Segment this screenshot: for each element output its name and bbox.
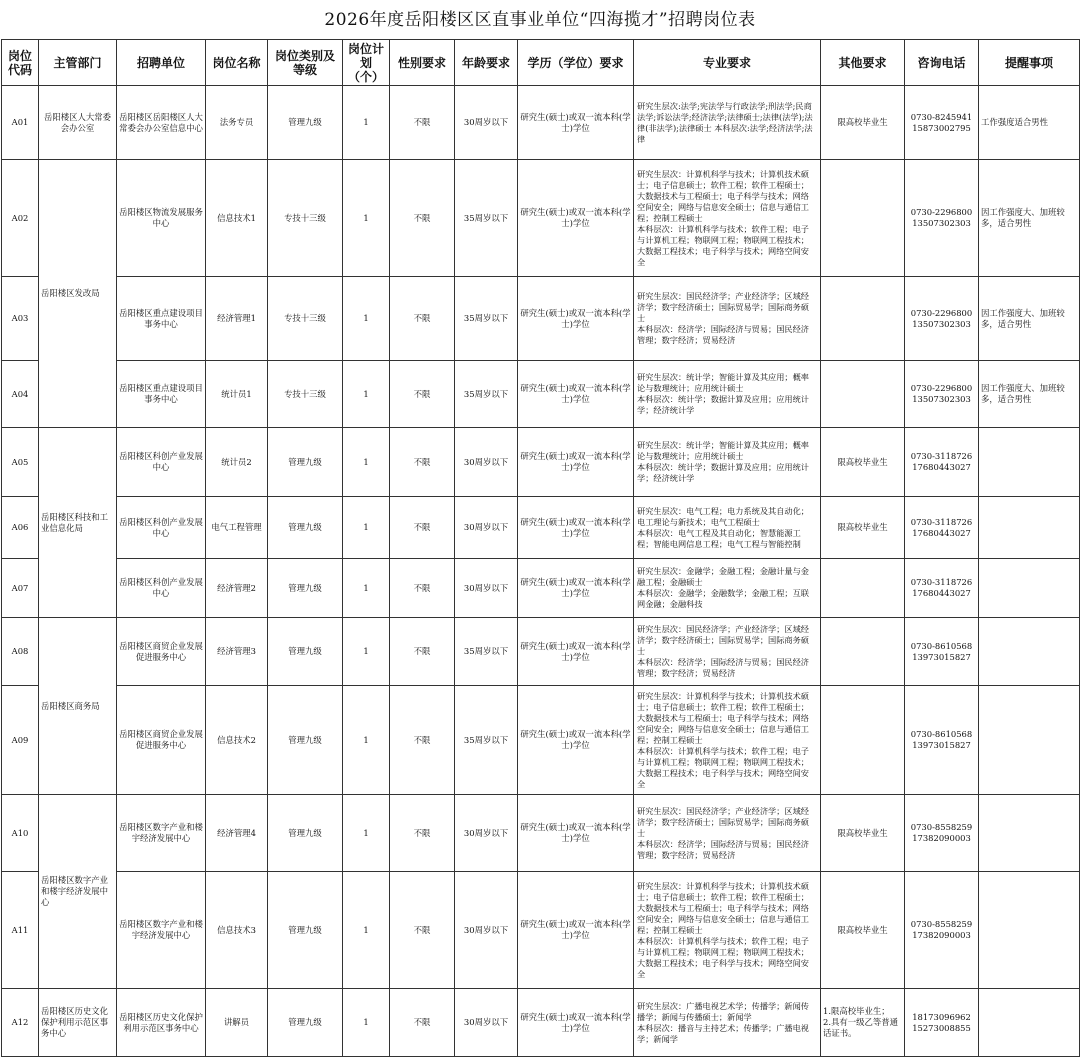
major-req: 研究生层次：金融学；金融工程；金融计量与金融工程；金融硕士 本科层次：金融学；金融数学；金融工程；互联网金融；金融科技 bbox=[634, 559, 821, 618]
table-row bbox=[2, 277, 1080, 361]
table-row bbox=[2, 872, 1080, 989]
gender-req: 不限 bbox=[390, 872, 455, 989]
phone: 18173096962 15273008855 bbox=[905, 989, 979, 1057]
dept-cell: 岳阳楼区发改局 bbox=[39, 160, 117, 428]
header-major: 专业要求 bbox=[634, 40, 821, 86]
major-req: 研究生层次：国民经济学；产业经济学；区域经济学；数字经济硕士；国际贸易学；国际商务硕士 本科层次：经济学；国际经济与贸易；国民经济管理；数字经济；贸易经济 bbox=[634, 795, 821, 872]
post-plan: 1 bbox=[343, 86, 390, 160]
major-req: 研究生层次：计算机科学与技术；计算机技术硕士；电子信息硕士；软件工程；软件工程硕士；大数据技术与工程硕士；电子科学与技术；网络空间安全；网络与信息安全硕士；信息与通信工程；控制工程硕士 本科层次：计算机科学与技术；软件工程；电子与计算机工程；物联网工程；物联网工程技术；大数据工程技术；电子科学与技术；网络空间安全 bbox=[634, 872, 821, 989]
major-req: 研究生层次：电气工程；电力系统及其自动化；电工理论与新技术；电气工程硕士 本科层次：电气工程及其自动化；智慧能源工程；智能电网信息工程；电气工程与智能控制 bbox=[634, 497, 821, 559]
unit-cell: 岳阳楼区物流发展服务中心 bbox=[117, 160, 206, 277]
post-category: 专技十三级 bbox=[268, 277, 343, 361]
header-note: 提醒事项 bbox=[979, 40, 1080, 86]
post-code: A05 bbox=[2, 428, 39, 497]
note bbox=[979, 686, 1080, 795]
post-category: 管理九级 bbox=[268, 686, 343, 795]
edu-req: 研究生(硕士)或双一流本科(学士)学位 bbox=[518, 618, 634, 686]
unit-cell: 岳阳楼区数字产业和楼宇经济发展中心 bbox=[117, 795, 206, 872]
unit-cell: 岳阳楼区商贸企业发展促进服务中心 bbox=[117, 686, 206, 795]
gender-req: 不限 bbox=[390, 559, 455, 618]
phone: 0730-2296800 13507302303 bbox=[905, 361, 979, 428]
note bbox=[979, 795, 1080, 872]
note bbox=[979, 559, 1080, 618]
header-edu: 学历（学位）要求 bbox=[518, 40, 634, 86]
phone: 0730-3118726 17680443027 bbox=[905, 559, 979, 618]
note bbox=[979, 989, 1080, 1057]
page-title: 2026年度岳阳楼区区直事业单位“四海揽才”招聘岗位表 bbox=[324, 10, 756, 30]
other-req: 限高校毕业生 bbox=[821, 86, 905, 160]
gender-req: 不限 bbox=[390, 277, 455, 361]
post-name: 经济管理2 bbox=[206, 559, 268, 618]
edu-req: 研究生(硕士)或双一流本科(学士)学位 bbox=[518, 277, 634, 361]
gender-req: 不限 bbox=[390, 795, 455, 872]
phone: 0730-2296800 13507302303 bbox=[905, 160, 979, 277]
post-code: A06 bbox=[2, 497, 39, 559]
post-name: 经济管理1 bbox=[206, 277, 268, 361]
age-req: 35周岁以下 bbox=[455, 160, 518, 277]
other-req bbox=[821, 618, 905, 686]
post-name: 经济管理3 bbox=[206, 618, 268, 686]
age-req: 30周岁以下 bbox=[455, 428, 518, 497]
phone: 0730-8245941 15873002795 bbox=[905, 86, 979, 160]
post-category: 管理九级 bbox=[268, 872, 343, 989]
phone: 0730-3118726 17680443027 bbox=[905, 497, 979, 559]
post-code: A10 bbox=[2, 795, 39, 872]
gender-req: 不限 bbox=[390, 86, 455, 160]
header-gender: 性别要求 bbox=[390, 40, 455, 86]
post-name: 信息技术3 bbox=[206, 872, 268, 989]
post-plan: 1 bbox=[343, 277, 390, 361]
header-other: 其他要求 bbox=[821, 40, 905, 86]
table-row bbox=[2, 795, 1080, 872]
post-name: 信息技术2 bbox=[206, 686, 268, 795]
post-code: A09 bbox=[2, 686, 39, 795]
age-req: 30周岁以下 bbox=[455, 497, 518, 559]
post-category: 管理九级 bbox=[268, 497, 343, 559]
gender-req: 不限 bbox=[390, 989, 455, 1057]
other-req: 1.限高校毕业生； 2.具有一级乙等普通话证书。 bbox=[821, 989, 905, 1057]
recruitment-table bbox=[1, 39, 1080, 1057]
note bbox=[979, 428, 1080, 497]
other-req: 限高校毕业生 bbox=[821, 795, 905, 872]
post-name: 统计员2 bbox=[206, 428, 268, 497]
edu-req: 研究生(硕士)或双一流本科(学士)学位 bbox=[518, 428, 634, 497]
header-name: 岗位名称 bbox=[206, 40, 268, 86]
unit-cell: 岳阳楼区科创产业发展中心 bbox=[117, 497, 206, 559]
post-plan: 1 bbox=[343, 428, 390, 497]
header-dept: 主管部门 bbox=[39, 40, 117, 86]
header-age: 年龄要求 bbox=[455, 40, 518, 86]
phone: 0730-8610568 13973015827 bbox=[905, 686, 979, 795]
gender-req: 不限 bbox=[390, 497, 455, 559]
post-category: 管理九级 bbox=[268, 559, 343, 618]
unit-cell: 岳阳楼区科创产业发展中心 bbox=[117, 559, 206, 618]
edu-req: 研究生(硕士)或双一流本科(学士)学位 bbox=[518, 872, 634, 989]
dept-cell: 岳阳楼区人大常委会办公室 bbox=[39, 86, 117, 160]
post-plan: 1 bbox=[343, 160, 390, 277]
table-row bbox=[2, 160, 1080, 277]
post-plan: 1 bbox=[343, 989, 390, 1057]
phone: 0730-3118726 17680443027 bbox=[905, 428, 979, 497]
table-row bbox=[2, 686, 1080, 795]
table-row bbox=[2, 86, 1080, 160]
phone: 0730-8558259 17382090003 bbox=[905, 872, 979, 989]
post-category: 专技十三级 bbox=[268, 361, 343, 428]
post-name: 经济管理4 bbox=[206, 795, 268, 872]
phone: 0730-8610568 13973015827 bbox=[905, 618, 979, 686]
major-req: 研究生层次：广播电视艺术学；传播学；新闻传播学；新闻与传播硕士；新闻学 本科层次：播音与主持艺术；传播学；广播电视学；新闻学 bbox=[634, 989, 821, 1057]
other-req bbox=[821, 559, 905, 618]
phone: 0730-2296800 13507302303 bbox=[905, 277, 979, 361]
unit-cell: 岳阳楼区数字产业和楼宇经济发展中心 bbox=[117, 872, 206, 989]
table-row bbox=[2, 428, 1080, 497]
age-req: 35周岁以下 bbox=[455, 277, 518, 361]
other-req: 限高校毕业生 bbox=[821, 872, 905, 989]
post-category: 管理九级 bbox=[268, 989, 343, 1057]
post-plan: 1 bbox=[343, 361, 390, 428]
note: 因工作强度大、加班较多，适合男性 bbox=[979, 277, 1080, 361]
unit-cell: 岳阳楼区历史文化保护利用示范区事务中心 bbox=[117, 989, 206, 1057]
post-name: 讲解员 bbox=[206, 989, 268, 1057]
post-plan: 1 bbox=[343, 618, 390, 686]
unit-cell: 岳阳楼区重点建设项目事务中心 bbox=[117, 277, 206, 361]
header-code: 岗位 代码 bbox=[2, 40, 39, 86]
major-req: 研究生层次:法学;宪法学与行政法学;刑法学;民商法学;诉讼法学;经济法学;法律硕士;法律(法学);法律(非法学);法律硕士 本科层次:法学;经济法学;法律 bbox=[634, 86, 821, 160]
post-code: A02 bbox=[2, 160, 39, 277]
post-code: A08 bbox=[2, 618, 39, 686]
phone: 0730-8558259 17382090003 bbox=[905, 795, 979, 872]
post-category: 管理九级 bbox=[268, 86, 343, 160]
gender-req: 不限 bbox=[390, 428, 455, 497]
major-req: 研究生层次：国民经济学；产业经济学；区域经济学；数字经济硕士；国际贸易学；国际商务硕士 本科层次：经济学；国际经济与贸易；国民经济管理；数字经济；贸易经济 bbox=[634, 277, 821, 361]
age-req: 35周岁以下 bbox=[455, 361, 518, 428]
post-code: A04 bbox=[2, 361, 39, 428]
other-req bbox=[821, 160, 905, 277]
other-req bbox=[821, 361, 905, 428]
post-plan: 1 bbox=[343, 497, 390, 559]
post-name: 信息技术1 bbox=[206, 160, 268, 277]
dept-cell: 岳阳楼区数字产业和楼宇经济发展中心 bbox=[39, 795, 117, 989]
major-req: 研究生层次：计算机科学与技术；计算机技术硕士；电子信息硕士；软件工程；软件工程硕士；大数据技术与工程硕士；电子科学与技术；网络空间安全；网络与信息安全硕士；信息与通信工程；控制工程硕士 本科层次：计算机科学与技术；软件工程；电子与计算机工程；物联网工程；物联网工程技术；大数据工程技术；电子科学与技术；网络空间安全 bbox=[634, 686, 821, 795]
dept-cell: 岳阳楼区历史文化保护利用示范区事务中心 bbox=[39, 989, 117, 1057]
header-category: 岗位类别及 等级 bbox=[268, 40, 343, 86]
major-req: 研究生层次：国民经济学；产业经济学；区域经济学；数字经济硕士；国际贸易学；国际商务硕士 本科层次：经济学；国际经济与贸易；国民经济管理；数字经济；贸易经济 bbox=[634, 618, 821, 686]
other-req: 限高校毕业生 bbox=[821, 428, 905, 497]
gender-req: 不限 bbox=[390, 618, 455, 686]
post-plan: 1 bbox=[343, 559, 390, 618]
table-row bbox=[2, 989, 1080, 1057]
table-row bbox=[2, 361, 1080, 428]
major-req: 研究生层次：统计学；智能计算及其应用；概率论与数理统计；应用统计硕士 本科层次：统计学；数据计算及应用；应用统计学；经济统计学 bbox=[634, 361, 821, 428]
other-req bbox=[821, 686, 905, 795]
post-category: 管理九级 bbox=[268, 428, 343, 497]
unit-cell: 岳阳楼区岳阳楼区人大常委会办公室信息中心 bbox=[117, 86, 206, 160]
post-plan: 1 bbox=[343, 686, 390, 795]
gender-req: 不限 bbox=[390, 361, 455, 428]
note bbox=[979, 618, 1080, 686]
edu-req: 研究生(硕士)或双一流本科(学士)学位 bbox=[518, 795, 634, 872]
age-req: 30周岁以下 bbox=[455, 989, 518, 1057]
dept-cell: 岳阳楼区商务局 bbox=[39, 618, 117, 795]
age-req: 30周岁以下 bbox=[455, 86, 518, 160]
other-req: 限高校毕业生 bbox=[821, 497, 905, 559]
note: 因工作强度大、加班较多，适合男性 bbox=[979, 160, 1080, 277]
note: 因工作强度大、加班较多，适合男性 bbox=[979, 361, 1080, 428]
major-req: 研究生层次：统计学；智能计算及其应用；概率论与数理统计；应用统计硕士 本科层次：统计学；数据计算及应用；应用统计学；经济统计学 bbox=[634, 428, 821, 497]
note: 工作强度适合男性 bbox=[979, 86, 1080, 160]
note bbox=[979, 497, 1080, 559]
edu-req: 研究生(硕士)或双一流本科(学士)学位 bbox=[518, 559, 634, 618]
note bbox=[979, 872, 1080, 989]
post-plan: 1 bbox=[343, 872, 390, 989]
post-category: 管理九级 bbox=[268, 795, 343, 872]
post-name: 统计员1 bbox=[206, 361, 268, 428]
age-req: 30周岁以下 bbox=[455, 559, 518, 618]
table-row bbox=[2, 618, 1080, 686]
gender-req: 不限 bbox=[390, 686, 455, 795]
post-code: A11 bbox=[2, 872, 39, 989]
age-req: 30周岁以下 bbox=[455, 872, 518, 989]
post-code: A03 bbox=[2, 277, 39, 361]
age-req: 30周岁以下 bbox=[455, 795, 518, 872]
post-code: A01 bbox=[2, 86, 39, 160]
edu-req: 研究生(硕士)或双一流本科(学士)学位 bbox=[518, 989, 634, 1057]
unit-cell: 岳阳楼区科创产业发展中心 bbox=[117, 428, 206, 497]
post-code: A07 bbox=[2, 559, 39, 618]
header-unit: 招聘单位 bbox=[117, 40, 206, 86]
edu-req: 研究生(硕士)或双一流本科(学士)学位 bbox=[518, 86, 634, 160]
age-req: 35周岁以下 bbox=[455, 618, 518, 686]
post-category: 专技十三级 bbox=[268, 160, 343, 277]
table-row bbox=[2, 497, 1080, 559]
post-plan: 1 bbox=[343, 795, 390, 872]
edu-req: 研究生(硕士)或双一流本科(学士)学位 bbox=[518, 497, 634, 559]
age-req: 35周岁以下 bbox=[455, 686, 518, 795]
post-category: 管理九级 bbox=[268, 618, 343, 686]
edu-req: 研究生(硕士)或双一流本科(学士)学位 bbox=[518, 686, 634, 795]
unit-cell: 岳阳楼区商贸企业发展促进服务中心 bbox=[117, 618, 206, 686]
header-phone: 咨询电话 bbox=[905, 40, 979, 86]
post-name: 电气工程管理 bbox=[206, 497, 268, 559]
post-code: A12 bbox=[2, 989, 39, 1057]
edu-req: 研究生(硕士)或双一流本科(学士)学位 bbox=[518, 160, 634, 277]
dept-cell: 岳阳楼区科技和工业信息化局 bbox=[39, 428, 117, 618]
header-row bbox=[2, 40, 1080, 86]
header-plan: 岗位计 划 （个） bbox=[343, 40, 390, 86]
unit-cell: 岳阳楼区重点建设项目事务中心 bbox=[117, 361, 206, 428]
major-req: 研究生层次：计算机科学与技术；计算机技术硕士；电子信息硕士；软件工程；软件工程硕士；大数据技术与工程硕士；电子科学与技术；网络空间安全；网络与信息安全硕士；信息与通信工程；控制工程硕士 本科层次：计算机科学与技术；软件工程；电子与计算机工程；物联网工程；物联网工程技术；大数据工程技术；电子科学与技术；网络空间安全 bbox=[634, 160, 821, 277]
gender-req: 不限 bbox=[390, 160, 455, 277]
table-row bbox=[2, 559, 1080, 618]
post-name: 法务专员 bbox=[206, 86, 268, 160]
edu-req: 研究生(硕士)或双一流本科(学士)学位 bbox=[518, 361, 634, 428]
other-req bbox=[821, 277, 905, 361]
